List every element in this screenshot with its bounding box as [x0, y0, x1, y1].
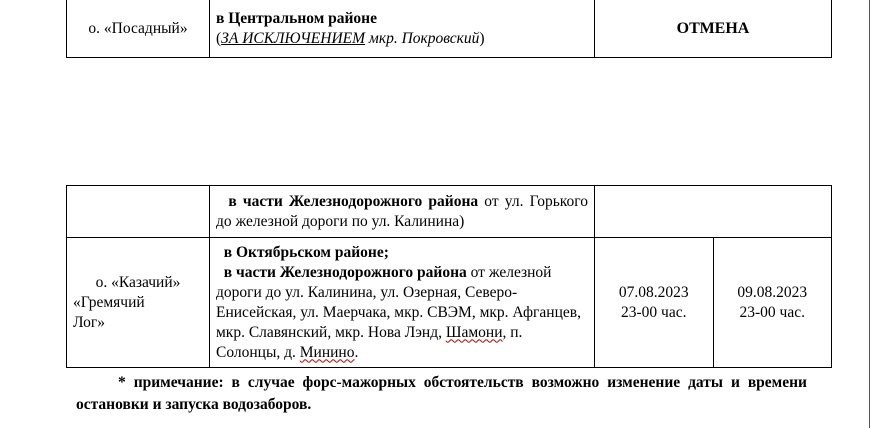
district-description-2: , п. Солонцы, д.: [216, 323, 523, 361]
place-cell: [67, 238, 210, 368]
start-time: 23-00 час.: [739, 303, 805, 321]
table-row: [67, 0, 832, 58]
start-date: 09.08.2023: [737, 283, 808, 301]
exception-keyword: ЗА ИСКЛЮЧЕНИЕМ: [221, 29, 366, 47]
district-name: в Центральном районе: [216, 9, 377, 27]
footnote-text: * примечание: в случае форс-мажорных обстоятельств возможно изменение даты и времени остановки и запуска водозаборов.: [76, 374, 807, 413]
district-description: от ул. Горького до железной дороги по ул. Калинина): [216, 192, 588, 230]
spelling-flag-minino: Минино: [299, 343, 355, 361]
district-cell: [210, 186, 595, 238]
status-cancelled: ОТМЕНА: [676, 19, 750, 37]
date-cell-empty: [595, 186, 832, 238]
stop-time: 23-00 час.: [621, 303, 687, 321]
status-cell: [595, 0, 832, 58]
stop-date: 07.08.2023: [618, 283, 689, 301]
place-name: о. «Казачий»: [95, 273, 181, 291]
place-cell: [67, 0, 210, 58]
exception-text: мкр. Покровский: [365, 29, 480, 47]
district-description-end: .: [354, 343, 359, 361]
district-name: в части Железнодорожного района: [228, 192, 479, 210]
place-name: о. «Посадный»: [88, 19, 188, 37]
district-name-2: в части Железнодорожного района: [223, 263, 467, 281]
schedule-table-top: [66, 0, 832, 58]
table-row: [67, 186, 832, 238]
table-row: [67, 238, 832, 368]
district-cell: [210, 0, 595, 58]
paren-close: ): [479, 29, 485, 47]
place-name-2: «Гремячий: [73, 293, 145, 311]
footnote: [76, 372, 807, 416]
place-name-3: Лог»: [73, 313, 105, 331]
paren-open: (: [216, 29, 222, 47]
district-description: от железной дороги до ул. Калинина, ул. Озерная, Северо-Енисейская, ул. Маерчака, мкр. СВЭМ, мкр. Афганцев, мкр. Славянский, мкр. Нова Лэнд,: [216, 263, 581, 341]
district-cell: [210, 238, 595, 368]
district-name: в Октябрьском районе;: [223, 243, 389, 261]
spelling-flag-shamoni: Шамони: [445, 323, 503, 341]
page-edge-line: [869, 0, 870, 428]
place-cell-empty: [67, 186, 210, 238]
stop-date-cell: [595, 238, 714, 368]
schedule-table-bottom: [66, 185, 832, 368]
start-date-cell: [713, 238, 832, 368]
